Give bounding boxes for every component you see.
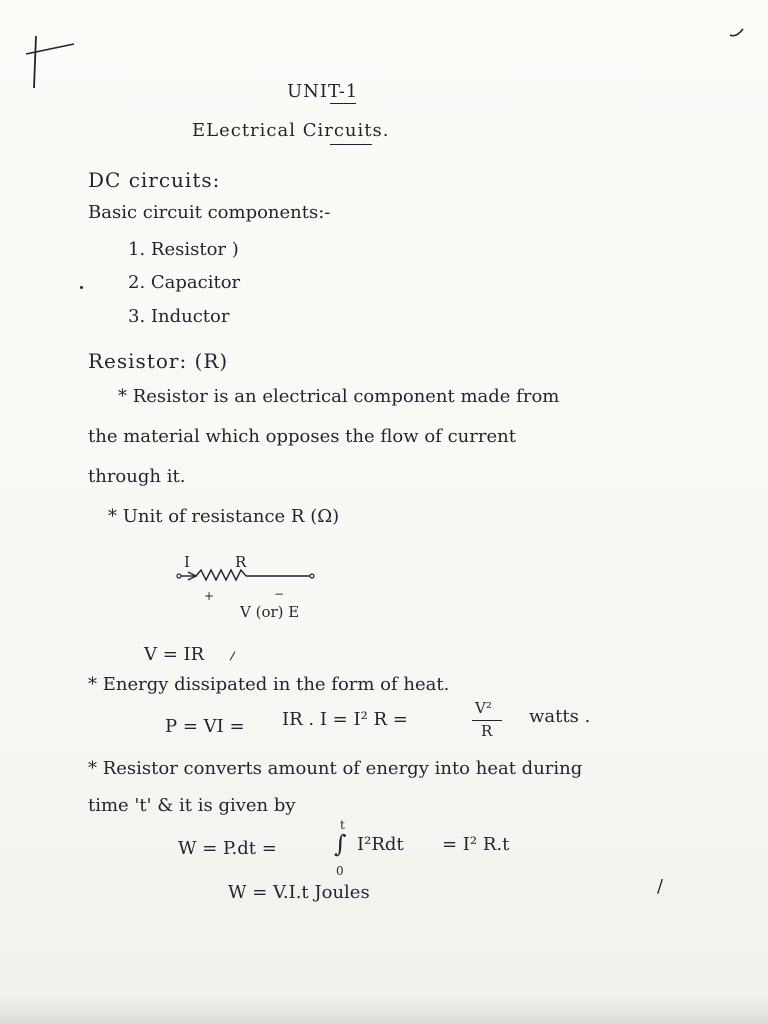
power-numerator: V²: [475, 699, 492, 717]
definition-line-2: the material which opposes the flow of current: [88, 426, 516, 447]
minus-sign: −: [274, 587, 285, 601]
resistor-heading: Resistor: (R): [88, 349, 229, 373]
power-fraction-line: [472, 720, 502, 721]
power-lhs: P = VI =: [165, 716, 245, 737]
resistor-label: R: [235, 553, 247, 571]
margin-dot: [80, 286, 83, 289]
plus-sign: +: [204, 589, 215, 603]
power-middle: IR . I = I² R =: [282, 709, 408, 730]
definition-line-3: through it.: [88, 466, 186, 487]
energy-note: * Energy dissipated in the form of heat.: [88, 674, 450, 695]
ohms-law: V = IR: [144, 644, 205, 665]
work-rhs: = I² R.t: [442, 834, 510, 855]
corner-mark: [24, 30, 82, 90]
integral-sign: ∫: [334, 830, 347, 858]
integral-lower: 0: [336, 864, 344, 878]
tick-mark: [230, 651, 236, 660]
unit-underline: [330, 103, 356, 104]
page-bottom-shadow: [0, 998, 768, 1024]
integral-body: I²Rdt: [357, 834, 404, 855]
page-title: ELectrical Circuits.: [192, 120, 390, 141]
integral-upper: t: [340, 818, 345, 832]
right-margin-mark: /: [657, 876, 664, 897]
work-joules: W = V.I.t Joules: [228, 882, 370, 903]
list-item-capacitor: 2. Capacitor: [128, 272, 241, 293]
definition-line-1: * Resistor is an electrical component made from: [118, 386, 560, 407]
title-underline: [330, 144, 372, 145]
convert-line-1: * Resistor converts amount of energy into heat during: [88, 758, 583, 779]
power-denominator: R: [481, 722, 493, 740]
power-unit: watts .: [529, 706, 591, 727]
top-right-scratch: [728, 24, 746, 36]
dc-circuits-heading: DC circuits:: [88, 168, 221, 192]
list-item-inductor: 3. Inductor: [128, 306, 230, 327]
list-item-resistor: 1. Resistor ): [128, 239, 239, 260]
work-lhs: W = P.dt =: [178, 838, 277, 859]
voltage-label: V (or) E: [240, 603, 300, 621]
current-label: I: [184, 553, 190, 571]
resistor-symbol: [170, 566, 320, 594]
unit-of-resistance: * Unit of resistance R (Ω): [108, 506, 340, 527]
convert-line-2: time 't' & it is given by: [88, 795, 296, 816]
unit-heading: UNIT-1: [287, 81, 359, 102]
basic-components-heading: Basic circuit components:-: [88, 202, 331, 223]
